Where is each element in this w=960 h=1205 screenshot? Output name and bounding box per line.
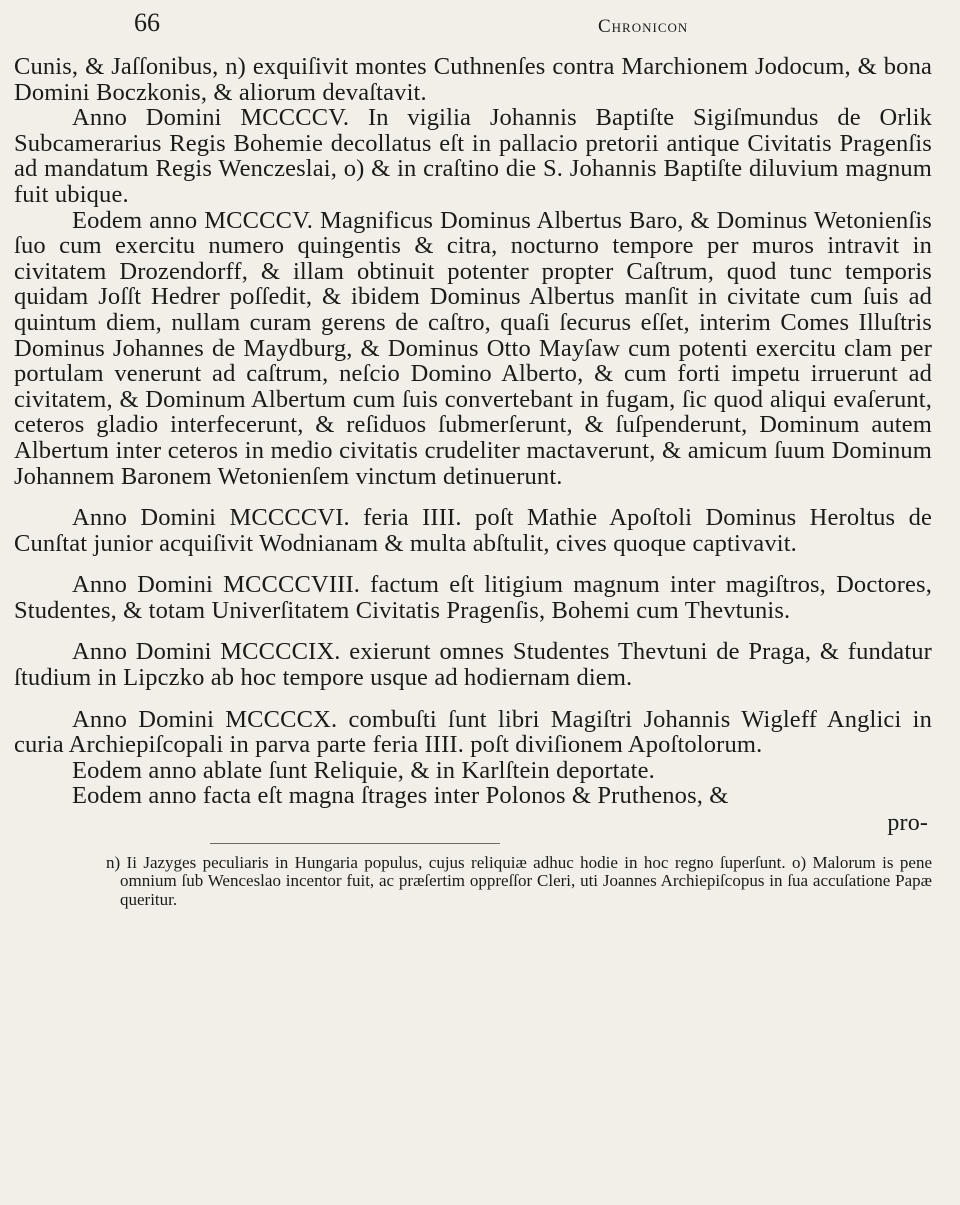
- page-number: 66: [134, 8, 160, 37]
- paragraph-1405-drozendorff: Eodem anno MCCCCV. Magnificus Dominus Albertus Baro, & Dominus Wetonienſis ſuo cum exercitu numero quingentis & citra, nocturno tempore per muros intravit in civitatem Drozendorff, & illam obtinuit potenter propter Caſtrum, quod tunc temporis quidam Joſſt Hedrer poſſedit, & ibidem Dominus Albertus manſit in civitate cum ſuis ad quintum diem, nullam curam gerens de caſtro, quaſi ſecurus eſſet, interim Comes Illuſtris Dominus Johannes de Maydburg, & Dominus Otto Mayſaw cum potenti exercitu clam per portulam venerunt ad caſtrum, neſcio Domino Alberto, & cum forti impetu irruerunt ad civitatem, & Dominum Albertum cum ſuis convertebant in fugam, ſic quod aliqui evaſerunt, ceteros gladio interfecerunt, & reſiduos ſubmerſerunt, & ſuſpenderunt, Dominum autem Albertum inter ceteros in medio civitatis crudeliter mactaverunt, & amicum ſuum Dominum Johannem Baronem Wetonienſem vinctum detinuerunt.: [14, 206, 932, 490]
- paragraph-strages: Eodem anno facta eſt magna ſtrages inter Polonos & Pruthenos, &: [72, 782, 729, 810]
- body-text: [14, 53, 932, 837]
- running-title: Chronicon: [598, 16, 689, 37]
- footnotes: n) Ii Jazyges peculiaris in Hungaria populus, cujus reliquiæ adhuc hodie in hoc regno ſuperſunt. o) Malorum is pene omnium ſub Wenceslao incentor fuit, ac præſertim oppreſſor Cleri, uti Joannes Archiepiſcopus in ſua accuſatione Papæ queritur.: [106, 852, 932, 909]
- catchword: pro-: [887, 810, 928, 837]
- paragraph-1405-orlik: Anno Domini MCCCCV. In vigilia Johannis Baptiſte Sigiſmundus de Orlik Subcamerarius Regis Bohemie decollatus eſt in pallacio pretorii antique Civitatis Pragenſis ad mandatum Regis Wenczeslai, o) & in craſtino die S. Johannis Baptiſte diluvium magnum fuit ubique.: [14, 104, 932, 208]
- paragraph-continuation: Cunis, & Jaſſonibus, n) exquiſivit montes Cuthnenſes contra Marchionem Jodocum, & bona Domini Boczkonis, & aliorum devaſtavit.: [14, 53, 932, 106]
- paragraph-reliquie: Eodem anno ablate ſunt Reliquie, & in Karlſtein deportate.: [72, 756, 655, 784]
- footnote-rule: [210, 843, 500, 844]
- paragraph-1406: Anno Domini MCCCCVI. feria IIII. poſt Mathie Apoſtoli Dominus Heroltus de Cunſtat junior acquiſivit Wodnianam & multa abſtulit, cives quoque captivavit.: [14, 504, 932, 557]
- running-head: [118, 0, 932, 46]
- paragraph-1409: Anno Domini MCCCCIX. exierunt omnes Studentes Thevtuni de Praga, & fundatur ſtudium in Lipczko ab hoc tempore usque ad hodiernam diem.: [14, 638, 932, 692]
- paragraph-1408: Anno Domini MCCCCVIII. factum eſt litigium magnum inter magiſtros, Doctores, Studentes, & totam Univerſitatem Civitatis Pragenſis, Bohemi cum Thevtunis.: [14, 571, 932, 624]
- paragraph-1410: Anno Domini MCCCCX. combuſti ſunt libri Magiſtri Johannis Wigleff Anglici in curia Archiepiſcopali in parva parte feria IIII. poſt diviſionem Apoſtolorum.: [14, 705, 932, 759]
